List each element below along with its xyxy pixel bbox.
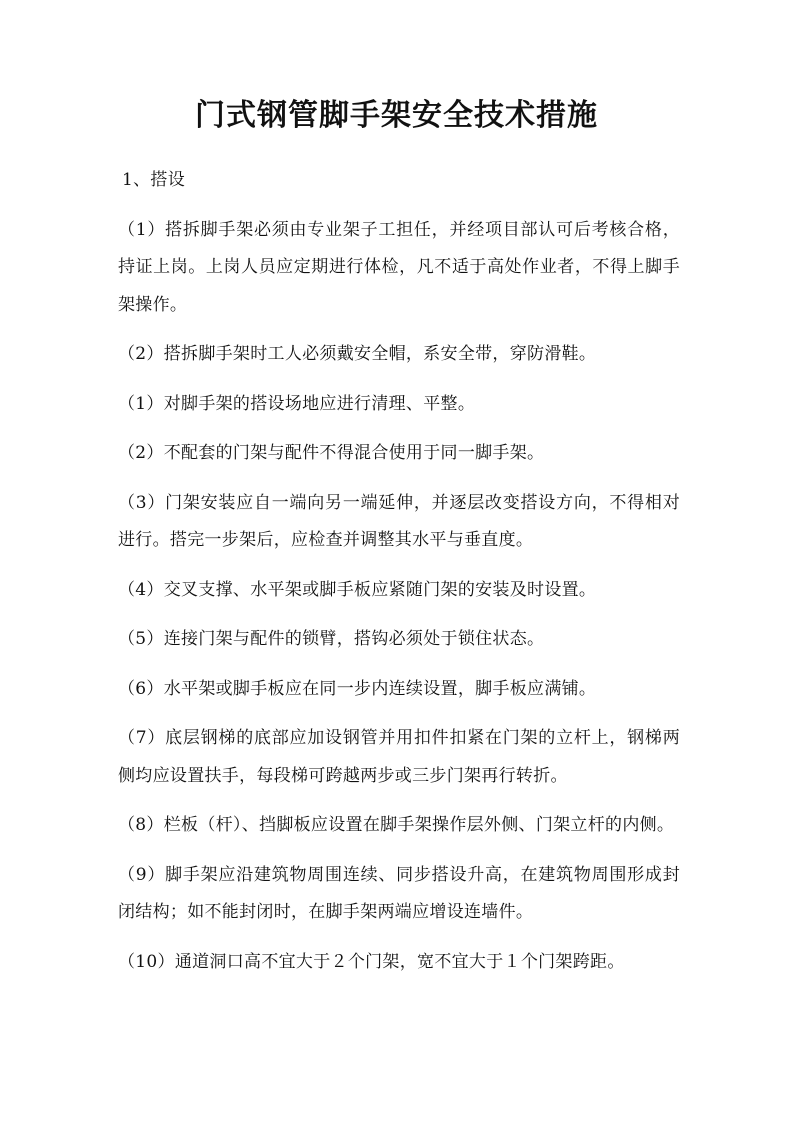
paragraph: （7）底层钢梯的底部应加设钢管并用扣件扣紧在门架的立杆上，钢梯两侧均应设置扶手，每段梯可跨越两步或三步门架再行转折。 [118,728,680,786]
paragraph: （3）门架安装应自一端向另一端延伸，并逐层改变搭设方向，不得相对进行。搭完一步架后，应检查并调整其水平与垂直度。 [118,492,680,550]
paragraph: （6）水平架或脚手板应在同一步内连续设置，脚手板应满铺。 [118,678,597,699]
document-title: 门式钢管脚手架安全技术措施 [195,98,598,133]
paragraph: （1）搭拆脚手架必须由专业架子工担任，并经项目部认可后考核合格，持证上岗。上岗人员应定期进行体检，凡不适于高处作业者，不得上脚手架操作。 [118,219,680,315]
document-body [118,162,680,993]
section-heading: 1、搭设 [122,170,186,190]
paragraph: （5）连接门架与配件的锁臂，搭钩必须处于锁住状态。 [118,629,545,649]
paragraph: （9）脚手架应沿建筑物周围连续、同步搭设升高，在建筑物周围形成封闭结构；如不能封闭时，在脚手架两端应增设连墙件。 [118,864,680,922]
paragraph: （2）搭拆脚手架时工人必须戴安全帽，系安全带，穿防滑鞋。 [118,344,597,364]
paragraph: （2）不配套的门架与配件不得混合使用于同一脚手架。 [118,443,545,463]
paragraph: （8）栏板（杆）、挡脚板应设置在脚手架操作层外侧、门架立杆的内侧。 [118,815,675,835]
paragraph: （4）交叉支撑、水平架或脚手板应紧随门架的安装及时设置。 [118,579,597,600]
paragraph: （1）对脚手架的搭设场地应进行清理、平整。 [118,393,476,414]
paragraph: （10）通道洞口高不宜大于２个门架，宽不宜大于１个门架跨距。 [118,951,625,972]
